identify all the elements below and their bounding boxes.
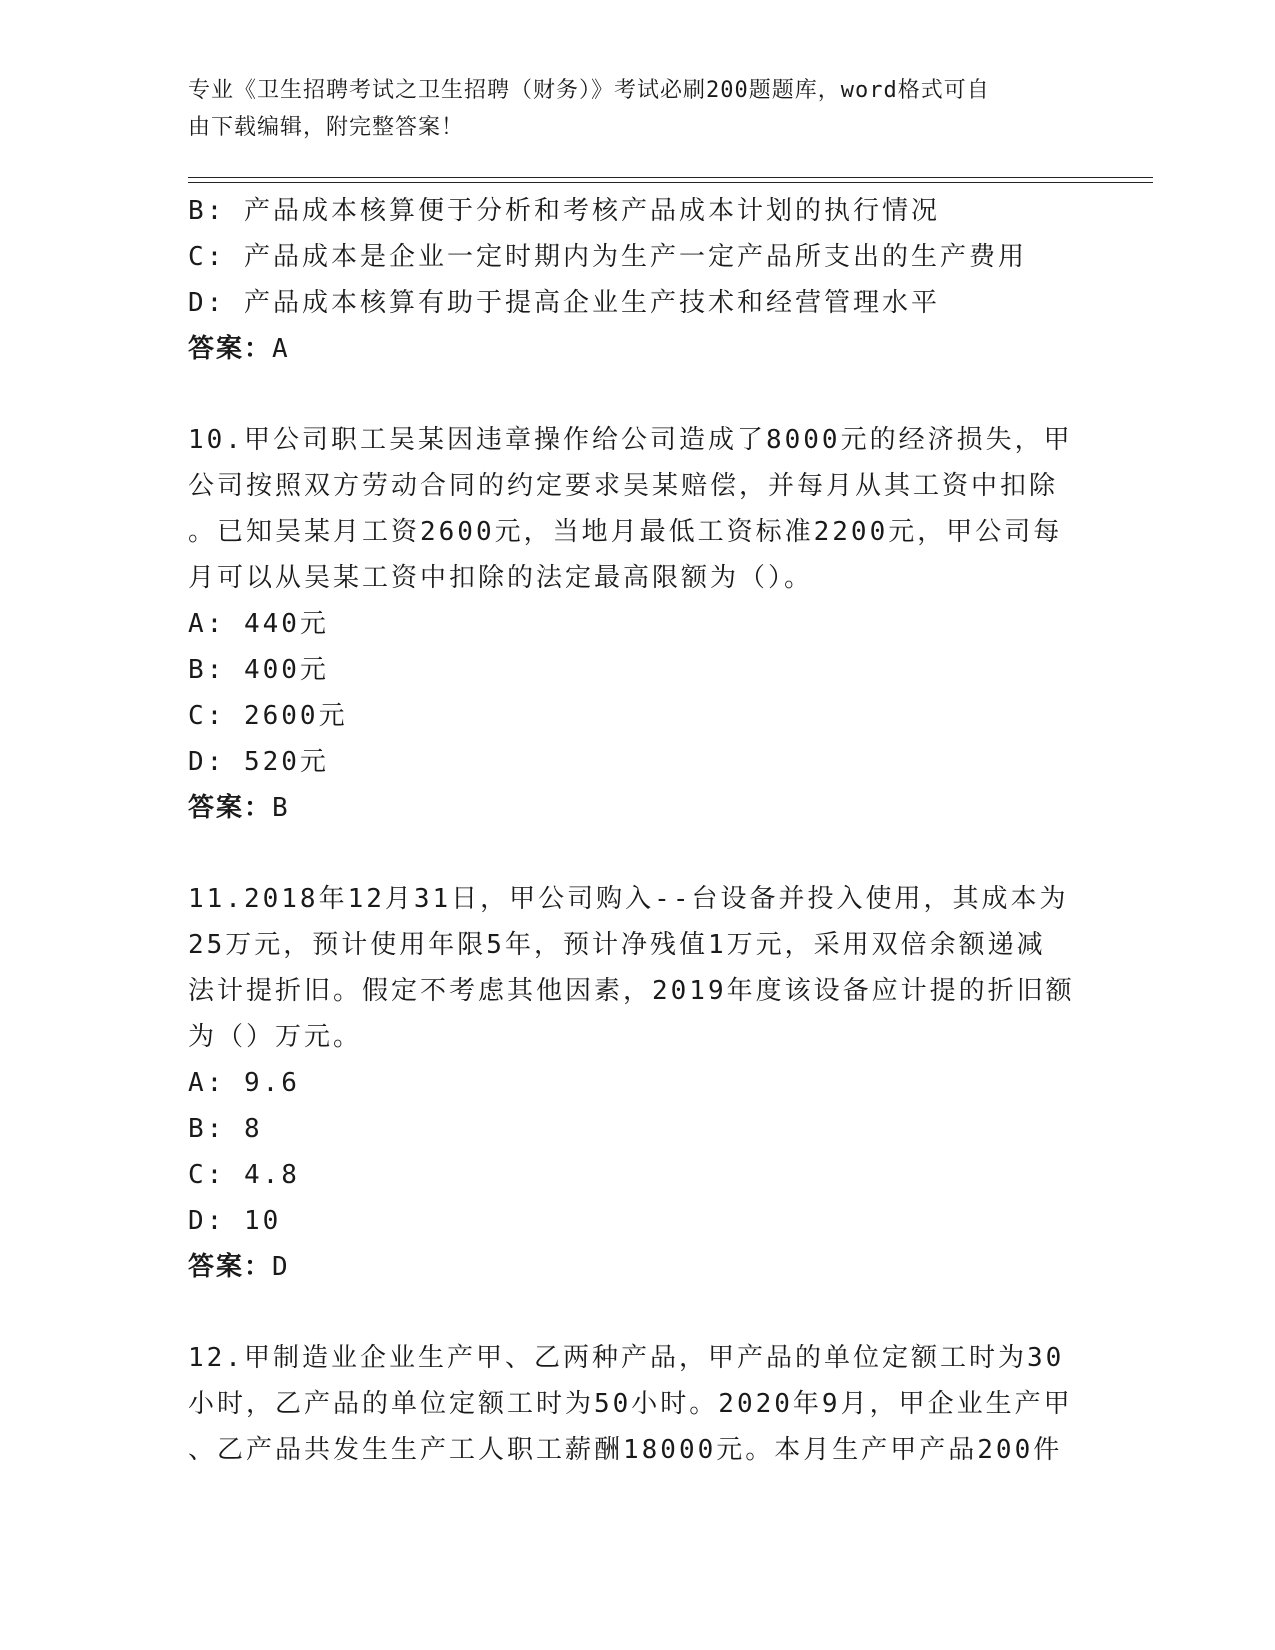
header-rule-bottom: [188, 182, 1153, 183]
question-10: [188, 417, 1088, 831]
document-header: [188, 72, 1068, 146]
answer-value: A: [272, 334, 290, 364]
question-text-line: 25万元，预计使用年限5年，预计净残值1万元，采用双倍余额递减: [188, 930, 1046, 960]
option-d: D: 10: [188, 1206, 282, 1236]
answer: [188, 326, 1088, 372]
question-12: [188, 1335, 1088, 1473]
header-line-2: 由下载编辑，附完整答案！: [188, 115, 465, 140]
question-9-tail: [188, 188, 1088, 372]
question-text-line: 月可以从吴某工资中扣除的法定最高限额为（）。: [188, 563, 814, 593]
header-line-1: 专业《卫生招聘考试之卫生招聘（财务）》考试必刷200题题库，word格式可自: [188, 78, 990, 103]
question-text-line: 11.2018年12月31日，甲公司购入--台设备并投入使用，其成本为: [188, 884, 1069, 914]
question-text-line: 、乙产品共发生生产工人职工薪酬18000元。本月生产甲产品200件: [188, 1435, 1063, 1465]
answer-label: 答案：: [188, 1252, 273, 1282]
question-text-line: 小时，乙产品的单位定额工时为50小时。2020年9月，甲企业生产甲: [188, 1389, 1073, 1419]
option-d: D: 产品成本核算有助于提高企业生产技术和经营管理水平: [188, 288, 940, 318]
option-b: B: 8: [188, 1114, 263, 1144]
answer-label: 答案：: [188, 334, 273, 364]
option-a: A: 440元: [188, 609, 329, 639]
option-c: C: 4.8: [188, 1160, 300, 1190]
answer: [188, 785, 1088, 831]
option-b: B: 产品成本核算便于分析和考核产品成本计划的执行情况: [188, 196, 940, 226]
option-b: B: 400元: [188, 655, 329, 685]
question-text-line: 。已知吴某月工资2600元，当地月最低工资标准2200元，甲公司每: [188, 517, 1063, 547]
answer-value: D: [272, 1252, 290, 1282]
header-rule-top: [188, 177, 1153, 178]
question-text-line: 法计提折旧。假定不考虑其他因素，2019年度该设备应计提的折旧额: [188, 976, 1075, 1006]
question-text-line: 10.甲公司职工吴某因违章操作给公司造成了8000元的经济损失，甲: [188, 425, 1073, 455]
question-text-line: 为（）万元。: [188, 1022, 363, 1052]
option-a: A: 9.6: [188, 1068, 300, 1098]
answer-value: B: [272, 793, 290, 823]
answer-label: 答案：: [188, 793, 273, 823]
option-c: C: 2600元: [188, 701, 348, 731]
question-11: [188, 876, 1088, 1290]
answer: [188, 1244, 1088, 1290]
option-c: C: 产品成本是企业一定时期内为生产一定产品所支出的生产费用: [188, 242, 1027, 272]
option-d: D: 520元: [188, 747, 329, 777]
question-text-line: 公司按照双方劳动合同的约定要求吴某赔偿，并每月从其工资中扣除: [188, 471, 1059, 501]
question-text-line: 12.甲制造业企业生产甲、乙两种产品，甲产品的单位定额工时为30: [188, 1343, 1065, 1373]
document-body: [188, 188, 1088, 1473]
